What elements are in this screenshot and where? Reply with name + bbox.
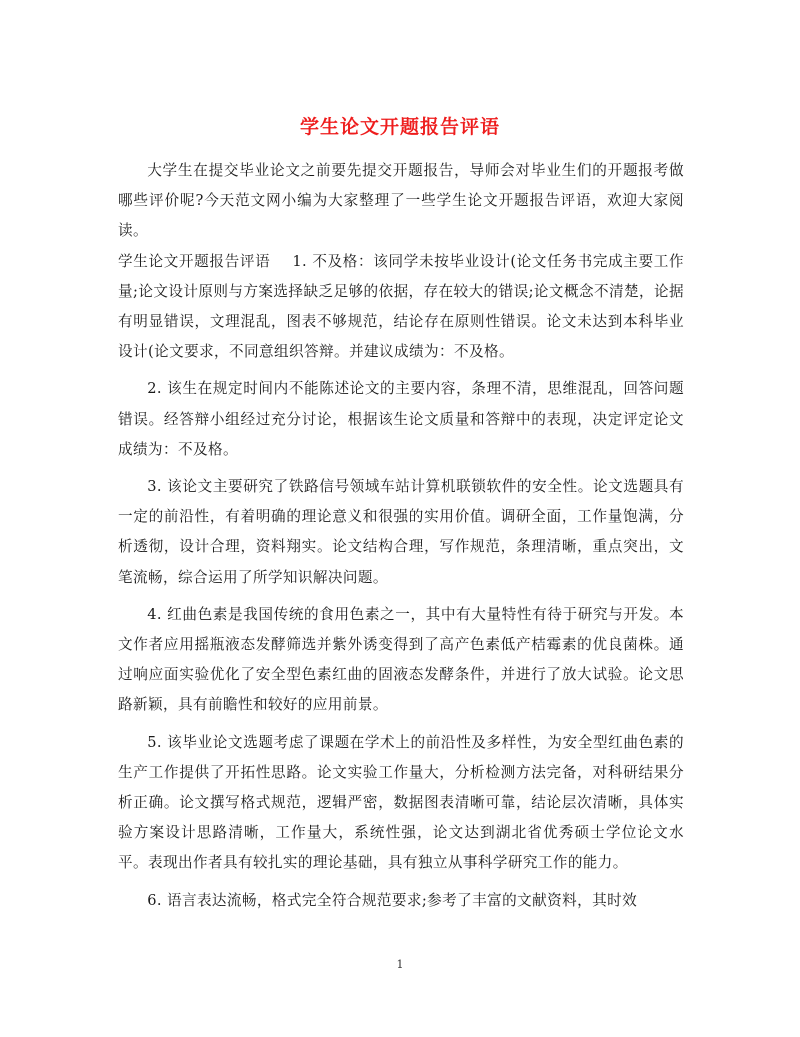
- item-paragraph-3: 3. 该论文主要研究了铁路信号领域车站计算机联锁软件的安全性。论文选题具有一定的前沿性，有着明确的理论意义和很强的实用价值。调研全面，工作量饱满，分析透彻，设计合理，资料翔实。论文结构合理，写作规范，条理清晰，重点突出，文笔流畅，综合运用了所学知识解决问题。: [118, 478, 684, 586]
- item-paragraph-1: [118, 247, 684, 368]
- page-number: 1: [396, 958, 404, 971]
- item-text-1: 1. 不及格：该同学未按毕业设计(论文任务书完成主要工作量;论文设计原则与方案选择缺乏足够的依据，存在较大的错误;论文概念不清楚，论据有明显错误，文理混乱，图表不够规范，结论存在原则性错误。论文未达到本科毕业设计(论文要求，不同意组织答辩。并建议成绩为：不及格。: [118, 252, 684, 361]
- intro-paragraph: 大学生在提交毕业论文之前要先提交开题报告，导师会对毕业生们的开题报考做哪些评价呢?今天范文网小编为大家整理了一些学生论文开题报告评语，欢迎大家阅读。: [118, 162, 684, 240]
- item-paragraph-6: 6. 语言表达流畅，格式完全符合规范要求;参考了丰富的文献资料，其时效: [147, 891, 638, 909]
- document-body: [118, 156, 684, 916]
- item-paragraph-2: 2. 该生在规定时间内不能陈述论文的主要内容，条理不清，思维混乱，回答问题错误。经答辩小组经过充分讨论，根据该生论文质量和答辩中的表现，决定评定论文成绩为：不及格。: [118, 380, 684, 458]
- item-paragraph-4: 4. 红曲色素是我国传统的食用色素之一，其中有大量特性有待于研究与开发。本文作者应用摇瓶液态发酵筛选并紫外诱变得到了高产色素低产桔霉素的优良菌株。通过响应面实验优化了安全型色素红曲的固液态发酵条件，并进行了放大试验。论文思路新颖，具有前瞻性和较好的应用前景。: [118, 605, 684, 714]
- section-label: 学生论文开题报告评语: [118, 252, 271, 270]
- item-paragraph-5: 5. 该毕业论文选题考虑了课题在学术上的前沿性及多样性，为安全型红曲色素的生产工作提供了开拓性思路。论文实验工作量大，分析检测方法完备，对科研结果分析正确。论文撰写格式规范，逻辑严密，数据图表清晰可靠，结论层次清晰，具体实验方案设计思路清晰，工作量大，系统性强，论文达到湖北省优秀硕士学位论文水平。表现出作者具有较扎实的理论基础，具有独立从事科学研究工作的能力。: [118, 733, 684, 872]
- document-title: 学生论文开题报告评语: [299, 116, 500, 138]
